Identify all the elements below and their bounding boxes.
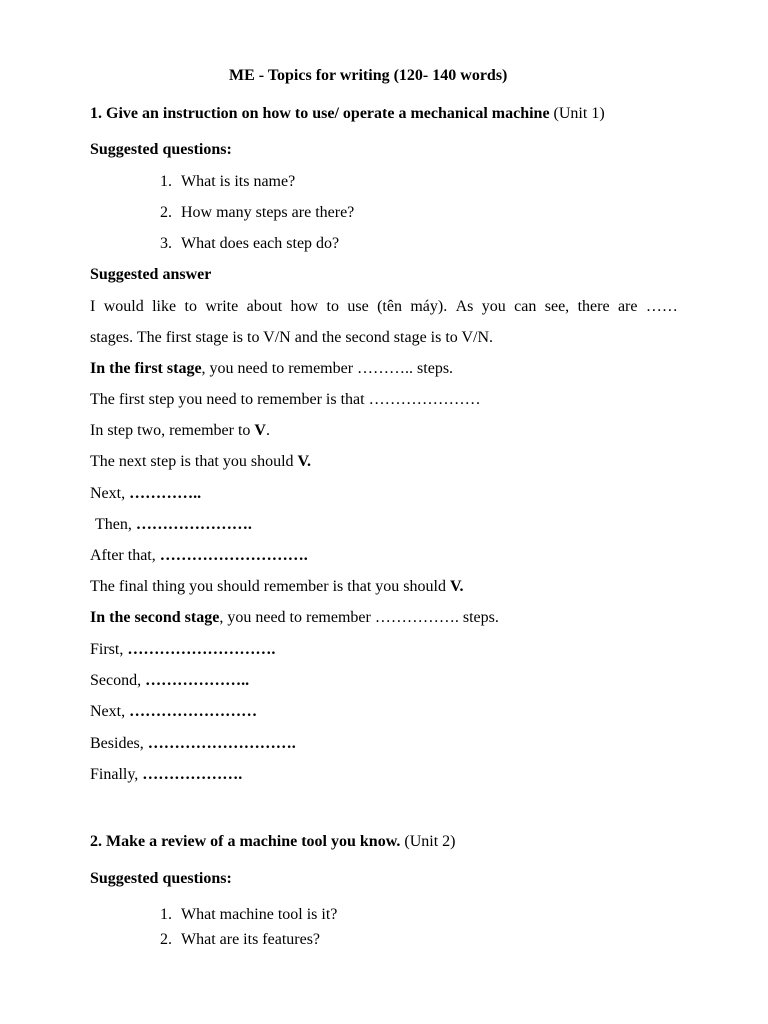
question-text: How many steps are there? bbox=[181, 204, 355, 221]
question-number: 2. bbox=[160, 931, 172, 948]
answer-word: to bbox=[326, 298, 339, 315]
suggested-answer-label: Suggested answer bbox=[90, 266, 212, 283]
section-2-unit: (Unit 2) bbox=[404, 833, 456, 850]
next-2-dots: …………………… bbox=[129, 703, 258, 720]
answer-word: you bbox=[481, 298, 506, 315]
question-number: 2. bbox=[160, 204, 172, 221]
section-1-question-2 bbox=[160, 203, 354, 223]
answer-line-2: stages. The first stage is to V/N and the second stage is to V/N. bbox=[90, 329, 494, 346]
answer-word: can bbox=[514, 298, 537, 315]
second-dots: ……………….. bbox=[145, 672, 250, 689]
after-that-line bbox=[90, 546, 308, 566]
section-2-question-2 bbox=[160, 930, 320, 950]
first-stage-label: In the first stage bbox=[90, 360, 202, 377]
answer-word: to bbox=[184, 298, 197, 315]
finally-line bbox=[90, 765, 242, 785]
section-1-heading bbox=[90, 104, 605, 124]
section-1-question-1 bbox=[160, 172, 295, 192]
finally-text: Finally, bbox=[90, 766, 143, 783]
answer-word: …… bbox=[645, 298, 678, 315]
answer-word: write bbox=[205, 298, 239, 315]
section-1-unit: (Unit 1) bbox=[553, 105, 605, 122]
question-number: 1. bbox=[160, 173, 172, 190]
next-2-line bbox=[90, 702, 257, 722]
answer-word: I bbox=[90, 298, 96, 315]
step-two-verb: V bbox=[254, 422, 266, 439]
question-text: What machine tool is it? bbox=[181, 906, 338, 923]
answer-word: use bbox=[347, 298, 369, 315]
answer-word: about bbox=[246, 298, 283, 315]
step-two-text: In step two, remember to bbox=[90, 422, 255, 439]
answer-word: máy). bbox=[410, 298, 448, 315]
finally-dots: ………………. bbox=[142, 766, 243, 783]
next-step-verb: V. bbox=[297, 453, 312, 470]
besides-text: Besides, bbox=[90, 735, 148, 752]
first-dots: ………………………. bbox=[127, 641, 276, 658]
answer-word: how bbox=[290, 298, 319, 315]
answer-word: there bbox=[577, 298, 610, 315]
answer-word: are bbox=[617, 298, 638, 315]
second-text: Second, bbox=[90, 672, 146, 689]
answer-line-1 bbox=[90, 297, 678, 317]
next-line bbox=[90, 484, 201, 504]
section-2-heading-text: 2. Make a review of a machine tool you know. bbox=[90, 833, 401, 850]
after-that-text: After that, bbox=[90, 547, 160, 564]
section-2-suggested-questions-label: Suggested questions: bbox=[90, 870, 232, 887]
section-1-heading-text: 1. Give an instruction on how to use/ operate a mechanical machine bbox=[90, 105, 550, 122]
second-stage-label: In the second stage bbox=[90, 609, 220, 626]
section-2-heading bbox=[90, 832, 455, 852]
final-thing-line bbox=[90, 577, 463, 597]
second-line bbox=[90, 671, 249, 691]
then-text: Then, bbox=[95, 516, 136, 533]
next-text: Next, bbox=[90, 485, 130, 502]
next-step-line bbox=[90, 452, 311, 472]
section-1-suggested-questions-label: Suggested questions: bbox=[90, 141, 232, 158]
question-text: What is its name? bbox=[181, 173, 296, 190]
section-2-question-1 bbox=[160, 905, 337, 925]
answer-word: (tên bbox=[377, 298, 402, 315]
first-stage-line bbox=[90, 359, 453, 379]
step-two-line bbox=[90, 421, 270, 441]
question-number: 1. bbox=[160, 906, 172, 923]
step-two-end: . bbox=[265, 422, 270, 439]
besides-dots: ………………………. bbox=[147, 735, 296, 752]
second-stage-line bbox=[90, 608, 499, 628]
besides-line bbox=[90, 734, 296, 754]
question-text: What does each step do? bbox=[181, 235, 340, 252]
first-stage-text: , you need to remember ……….. steps. bbox=[201, 360, 454, 377]
answer-word: see, bbox=[544, 298, 570, 315]
first-step-line: The first step you need to remember is that ………………… bbox=[90, 391, 481, 408]
final-thing-verb: V. bbox=[449, 578, 464, 595]
answer-word: As bbox=[455, 298, 474, 315]
after-that-dots: ………………………. bbox=[159, 547, 308, 564]
answer-word: would bbox=[103, 298, 144, 315]
page-title: ME - Topics for writing (120- 140 words) bbox=[229, 67, 508, 84]
first-line bbox=[90, 640, 275, 660]
second-stage-text: , you need to remember ……………. steps. bbox=[219, 609, 499, 626]
next-2-text: Next, bbox=[90, 703, 130, 720]
final-thing-text: The final thing you should remember is that you should bbox=[90, 578, 450, 595]
then-line bbox=[95, 515, 252, 535]
question-number: 3. bbox=[160, 235, 172, 252]
then-dots: …………………. bbox=[135, 516, 252, 533]
section-1-question-3 bbox=[160, 234, 339, 254]
next-dots: ………….. bbox=[129, 485, 202, 502]
answer-word: like bbox=[152, 298, 177, 315]
next-step-text: The next step is that you should bbox=[90, 453, 298, 470]
first-text: First, bbox=[90, 641, 128, 658]
question-text: What are its features? bbox=[181, 931, 321, 948]
